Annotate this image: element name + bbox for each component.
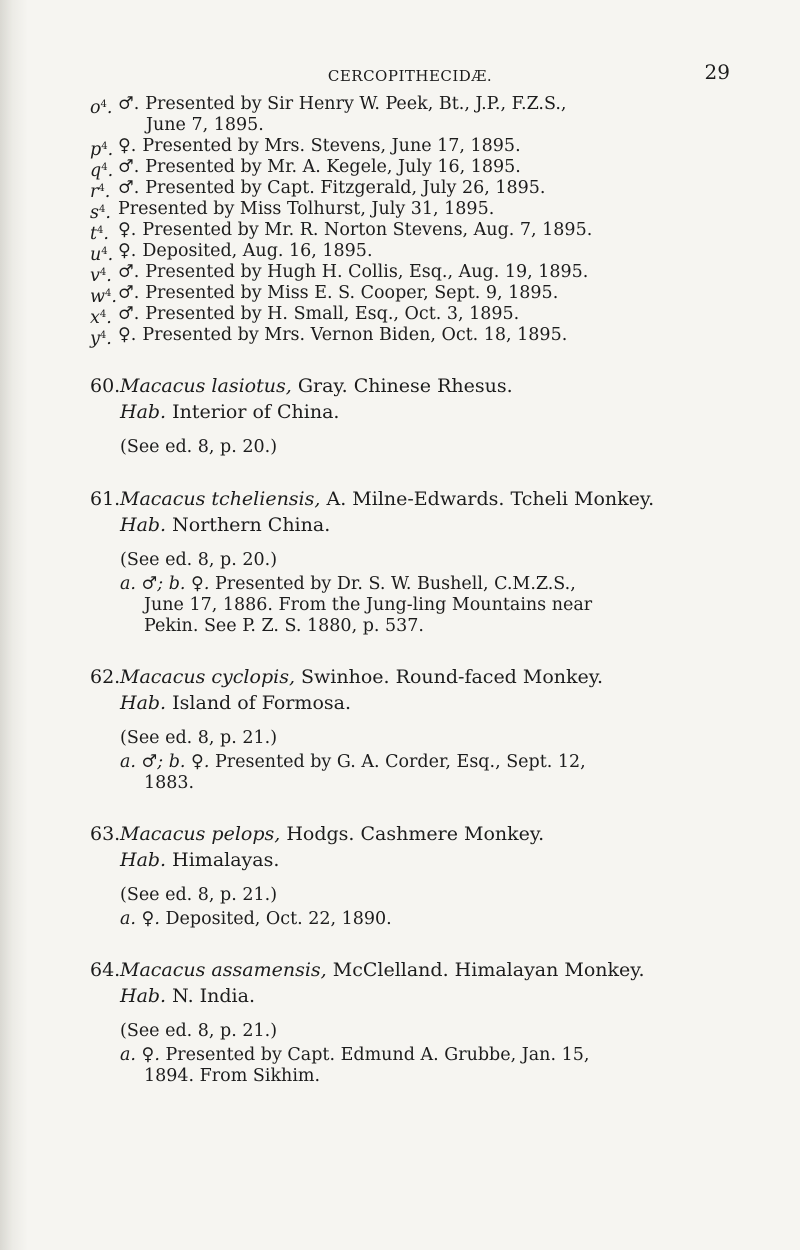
- habitat-label: Hab.: [120, 401, 167, 423]
- species-common-name: Round-faced Monkey.: [395, 666, 604, 688]
- species-name: Macacus lasiotus,: [120, 375, 292, 397]
- species-common-name: Chinese Rhesus.: [353, 375, 513, 397]
- specimen-entry: $q^4$. ♂. Presented by Mr. A. Kegele, July 16, 1895.: [90, 157, 521, 181]
- habitat-line: [90, 399, 730, 425]
- specimen-entry: $s^4$. Presented by Miss Tolhurst, July 31, 1895.: [90, 199, 495, 223]
- specimen-text: Presented by Capt. Fitzgerald, July 26, 1895.: [145, 178, 546, 198]
- specimen-sex: ♂.: [118, 262, 140, 282]
- specimen-sex: ♂.: [118, 94, 140, 114]
- specimen-superscript: 4: [101, 162, 108, 173]
- specimen-text: Deposited, Aug. 16, 1895.: [142, 241, 373, 261]
- book-page: [90, 60, 730, 1087]
- specimen-entry: $y^4$. ♀. Presented by Mrs. Vernon Biden, Oct. 18, 1895.: [90, 325, 568, 349]
- edition-reference: (See ed. 8, p. 21.): [120, 885, 278, 905]
- species-specimen: [90, 1045, 730, 1087]
- species-entry: [90, 373, 730, 459]
- specimen-text: Presented by Mrs. Vernon Biden, Oct. 18, 1895.: [142, 325, 568, 345]
- specimen-sex: ♀.: [118, 220, 137, 240]
- specimen-text-continued: 1883.: [144, 773, 195, 793]
- species-name: Macacus tcheliensis,: [120, 488, 321, 510]
- species-name: Macacus pelops,: [120, 823, 281, 845]
- specimen-sex: ♂.: [118, 157, 140, 177]
- specimen-superscript: 4: [98, 183, 105, 194]
- species-number: 63.: [90, 823, 121, 845]
- specimen-letter: q: [90, 161, 102, 181]
- species-common-name: Tcheli Monkey.: [510, 488, 655, 510]
- habitat-label: Hab.: [120, 985, 167, 1007]
- specimen-entry: $w^4$. ♂. Presented by Miss E. S. Cooper, Sept. 9, 1895.: [90, 283, 559, 307]
- specimen-sex: ♀.: [118, 325, 137, 345]
- habitat-text: Northern China.: [172, 514, 331, 536]
- running-head-title: CERCOPITHECIDÆ.: [327, 67, 493, 85]
- species-author: A. Milne-Edwards.: [326, 488, 505, 510]
- species-number: 60.: [90, 375, 121, 397]
- specimen-text-continued: Pekin. See P. Z. S. 1880, p. 537.: [144, 616, 424, 636]
- habitat-line: [90, 847, 730, 873]
- habitat-line: [90, 512, 730, 538]
- edition-reference: (See ed. 8, p. 20.): [120, 550, 278, 570]
- specimen-superscript: 4: [100, 99, 107, 110]
- habitat-text: Himalayas.: [172, 849, 280, 871]
- species-common-name: Cashmere Monkey.: [360, 823, 545, 845]
- specimen-entry: $u^4$. ♀. Deposited, Aug. 16, 1895.: [90, 241, 373, 265]
- species-number: 62.: [90, 666, 121, 688]
- species-entry: [90, 664, 730, 794]
- specimen-text: Presented by G. A. Corder, Esq., Sept. 12,: [214, 752, 586, 772]
- species-specimen: [90, 752, 730, 794]
- specimen-sex: ♀.: [118, 241, 137, 261]
- edition-reference: (See ed. 8, p. 21.): [120, 728, 278, 748]
- specimen-superscript: 4: [99, 330, 107, 341]
- specimen-text-continued: June 17, 1886. From the Jung-ling Mountains near: [144, 595, 593, 615]
- specimen-entry: $t^4$. ♀. Presented by Mr. R. Norton Stevens, Aug. 7, 1895.: [90, 220, 593, 244]
- habitat-line: [90, 690, 730, 716]
- specimen-text: Presented by H. Small, Esq., Oct. 3, 1895.: [145, 304, 520, 324]
- species-number: 64.: [90, 959, 121, 981]
- specimen-letter: t: [90, 224, 98, 244]
- specimen-superscript: 4: [99, 267, 107, 278]
- species-name: Macacus cyclopis,: [120, 666, 295, 688]
- species-entry: [90, 486, 730, 637]
- specimen-lead: a. ♀.: [120, 909, 160, 929]
- specimen-entry: $p^4$. ♀. Presented by Mrs. Stevens, June 17, 1895.: [90, 136, 521, 160]
- habitat-line: [90, 983, 730, 1009]
- specimen-text-continued: June 7, 1895.: [146, 115, 264, 135]
- specimen-text: Presented by Mrs. Stevens, June 17, 1895.: [142, 136, 521, 156]
- species-specimen: [90, 574, 730, 637]
- specimen-text: Presented by Sir Henry W. Peek, Bt., J.P., F.Z.S.,: [145, 94, 567, 114]
- specimen-letter: v: [90, 266, 100, 286]
- habitat-label: Hab.: [120, 692, 167, 714]
- specimen-letter: o: [90, 98, 101, 118]
- specimen-superscript: 4: [97, 225, 104, 236]
- species-entry: [90, 821, 730, 930]
- species-author: Gray.: [297, 375, 348, 397]
- specimen-letter: w: [90, 287, 105, 307]
- species-number: 61.: [90, 488, 121, 510]
- edition-reference: (See ed. 8, p. 21.): [120, 1021, 278, 1041]
- specimen-letter: r: [90, 182, 99, 202]
- page-number: 29: [704, 60, 730, 84]
- specimen-text: Presented by Dr. S. W. Bushell, C.M.Z.S.,: [214, 574, 576, 594]
- specimen-entry: $v^4$. ♂. Presented by Hugh H. Collis, Esq., Aug. 19, 1895.: [90, 262, 589, 286]
- specimen-sex: ♂.: [118, 283, 140, 303]
- species-entry: [90, 957, 730, 1087]
- edition-reference: (See ed. 8, p. 20.): [120, 437, 278, 457]
- specimen-sex: ♀.: [118, 136, 137, 156]
- habitat-text: N. India.: [172, 985, 255, 1007]
- species-name: Macacus assamensis,: [120, 959, 327, 981]
- specimen-entry: $o^4$. ♂. Presented by Sir Henry W. Peek, Bt., J.P., F.Z.S., June 7, 1895.: [90, 94, 730, 136]
- specimen-text: Presented by Capt. Edmund A. Grubbe, Jan. 15,: [165, 1045, 590, 1065]
- specimen-superscript: 4: [104, 288, 112, 299]
- specimen-letter: y: [90, 329, 100, 349]
- specimen-text: Presented by Mr. R. Norton Stevens, Aug. 7, 1895.: [142, 220, 593, 240]
- species-common-name: Himalayan Monkey.: [454, 959, 645, 981]
- specimen-superscript: 4: [98, 204, 106, 215]
- specimen-text-continued: 1894. From Sikhim.: [144, 1066, 321, 1086]
- specimen-letter: p: [90, 140, 102, 160]
- running-head: [90, 60, 730, 94]
- species-author: Swinhoe.: [301, 666, 390, 688]
- specimen-entry: $x^4$. ♂. Presented by H. Small, Esq., Oct. 3, 1895.: [90, 304, 520, 328]
- specimen-text: Presented by Miss E. S. Cooper, Sept. 9, 1895.: [145, 283, 559, 303]
- habitat-label: Hab.: [120, 849, 167, 871]
- habitat-text: Island of Formosa.: [172, 692, 352, 714]
- book-gutter: [0, 0, 28, 1250]
- specimen-sex: ♂.: [118, 304, 140, 324]
- specimen-superscript: 4: [101, 141, 108, 152]
- species-author: Hodgs.: [286, 823, 355, 845]
- species-author: McClelland.: [332, 959, 449, 981]
- specimen-entry: $r^4$. ♂. Presented by Capt. Fitzgerald, July 26, 1895.: [90, 178, 546, 202]
- specimen-text: Presented by Mr. A. Kegele, July 16, 1895.: [145, 157, 521, 177]
- specimen-lead: a. ♂; b. ♀.: [120, 574, 210, 594]
- specimen-letter: x: [90, 308, 100, 328]
- species-specimen: [90, 909, 730, 930]
- specimen-text: Presented by Miss Tolhurst, July 31, 1895.: [118, 199, 495, 219]
- specimen-lead: a. ♀.: [120, 1045, 160, 1065]
- specimen-superscript: 4: [101, 246, 108, 257]
- specimen-superscript: 4: [99, 309, 107, 320]
- specimen-list: [90, 94, 730, 349]
- specimen-letter: u: [90, 245, 102, 265]
- specimen-text: Deposited, Oct. 22, 1890.: [165, 909, 392, 929]
- habitat-text: Interior of China.: [172, 401, 340, 423]
- specimen-sex: ♂.: [118, 178, 140, 198]
- habitat-label: Hab.: [120, 514, 167, 536]
- specimen-text: Presented by Hugh H. Collis, Esq., Aug. 19, 1895.: [145, 262, 589, 282]
- specimen-letter: s: [90, 203, 99, 223]
- specimen-lead: a. ♂; b. ♀.: [120, 752, 210, 772]
